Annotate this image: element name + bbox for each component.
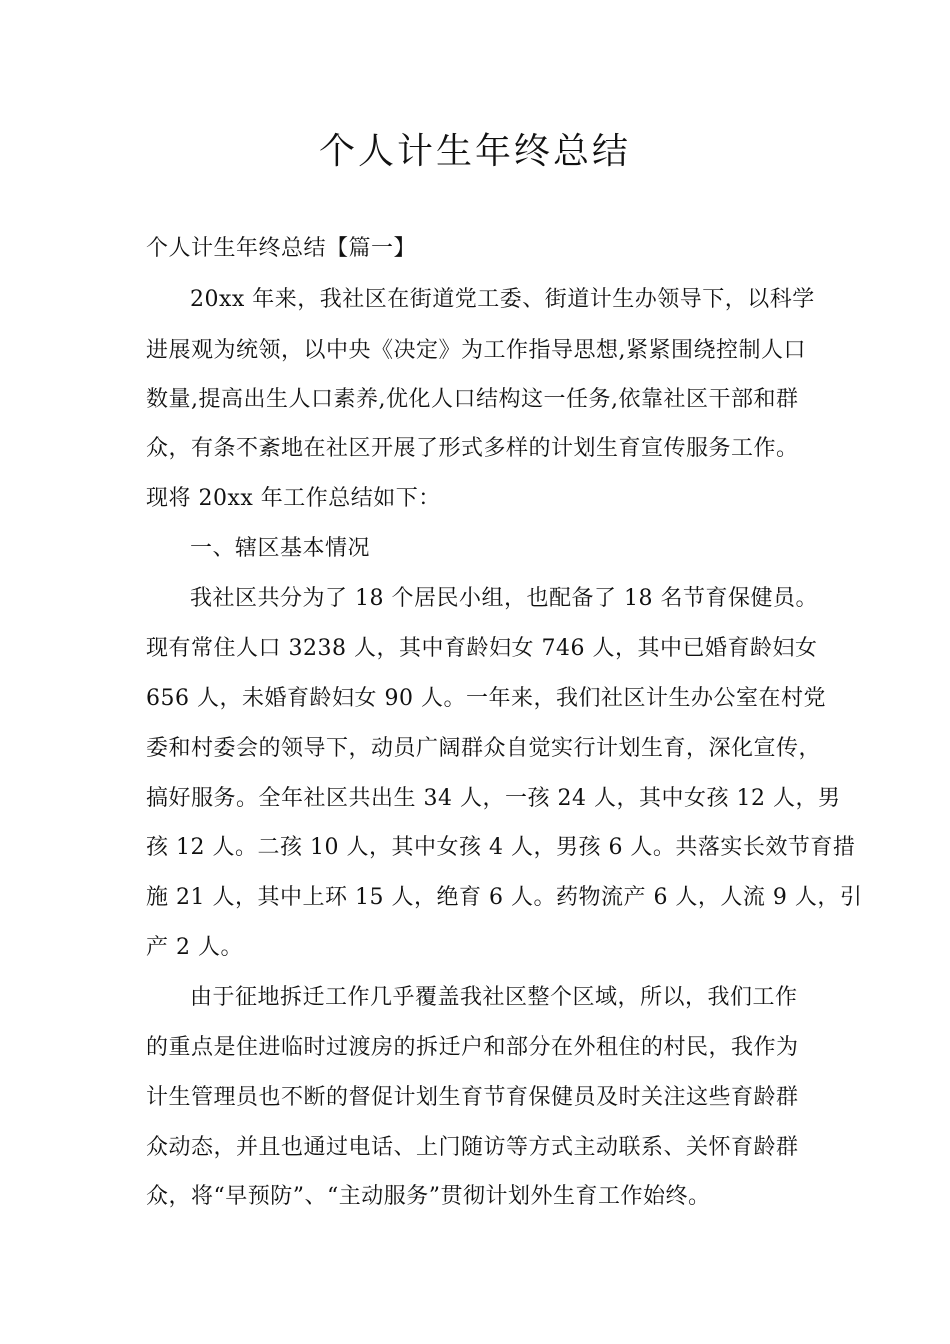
- text-line: 我社区共分为了 18 个居民小组，也配备了 18 名节育保健员。: [190, 586, 818, 611]
- text-line: 产 2 人。: [146, 935, 243, 960]
- page-title: 个人计生年终总结: [318, 131, 631, 172]
- text-line: 进展观为统领，以中央《决定》为工作指导思想,紧紧围绕控制人口: [146, 338, 806, 363]
- text-line: 计生管理员也不断的督促计划生育节育保健员及时关注这些育龄群: [146, 1085, 799, 1110]
- text-line: 由于征地拆迁工作几乎覆盖我社区整个区域，所以，我们工作: [190, 985, 798, 1010]
- text-line: 众，有条不紊地在社区开展了形式多样的计划生育宣传服务工作。: [146, 436, 799, 461]
- text-line: 众动态，并且也通过电话、上门随访等方式主动联系、关怀育龄群: [146, 1135, 799, 1160]
- text-line: 委和村委会的领导下，动员广阔群众自觉实行计划生育，深化宣传，: [146, 736, 822, 761]
- section-heading: 个人计生年终总结【篇一】: [146, 236, 417, 261]
- text-line: 众，将“早预防”、“主动服务”贯彻计划外生育工作始终。: [146, 1184, 711, 1209]
- text-line: 施 21 人，其中上环 15 人，绝育 6 人。药物流产 6 人，人流 9 人，引: [146, 885, 863, 910]
- text-line: 20xx 年来，我社区在街道党工委、街道计生办领导下，以科学: [190, 287, 815, 312]
- text-line: 孩 12 人。二孩 10 人，其中女孩 4 人，男孩 6 人。共落实长效节育措: [146, 835, 856, 860]
- text-line: 现有常住人口 3238 人，其中育龄妇女 746 人，其中已婚育龄妇女: [146, 636, 818, 661]
- text-line: 搞好服务。全年社区共出生 34 人，一孩 24 人，其中女孩 12 人，男: [146, 786, 841, 811]
- text-line: 数量,提高出生人口素养,优化人口结构这一任务,依靠社区干部和群: [146, 387, 799, 412]
- subheading-line: 一、辖区基本情况: [190, 536, 371, 561]
- text-line: 的重点是住进临时过渡房的拆迁户和部分在外租住的村民，我作为: [146, 1035, 799, 1060]
- text-line: 现将 20xx 年工作总结如下：: [146, 486, 441, 511]
- text-line: 656 人，未婚育龄妇女 90 人。一年来，我们社区计生办公室在村党: [146, 686, 826, 711]
